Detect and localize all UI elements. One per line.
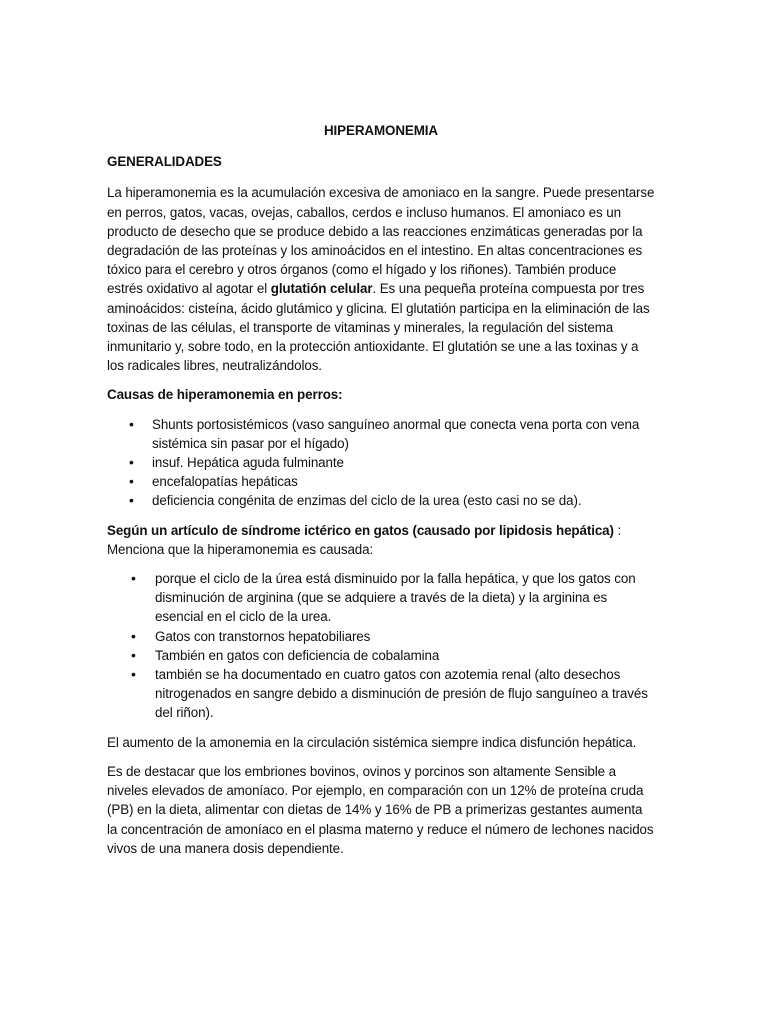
document-body (107, 121, 655, 868)
cats-intro-paragraph (107, 521, 655, 559)
document-title: HIPERAMONEMIA (323, 123, 438, 138)
list-item: • también se ha documentado en cuatro gatos con azotemia renal (alto desechos nitrogenados en sangre debido a disminución de presión de flujo sanguíneo a través del riñon). (107, 665, 655, 723)
cats-causes-list (107, 569, 655, 723)
cats-intro-text: : Menciona que la hiperamonemia es causada: (107, 522, 622, 557)
list-item: • También en gatos con deficiencia de cobalamina (107, 646, 655, 665)
section-heading-generalidades: GENERALIDADES (107, 154, 222, 170)
list-item: • Shunts portosistémicos (vaso sanguíneo anormal que conecta vena porta con vena sistémica sin pasar por el hígado) (107, 415, 655, 453)
intro-paragraph (107, 183, 655, 375)
list-item: • Gatos con transtornos hepatobiliares (107, 627, 655, 646)
dogs-causes-heading: Causas de hiperamonemia en perros: (107, 387, 343, 403)
list-item: • porque el ciclo de la úrea está disminuido por la falla hepática, y que los gatos con disminución de arginina (que se adquiere a través de la dieta) y la arginina es esencial en el ciclo de la urea. (107, 569, 655, 627)
list-item: • deficiencia congénita de enzimas del ciclo de la urea (esto casi no se da). (107, 491, 655, 510)
cats-intro-bold: Según un artículo de síndrome ictérico en gatos (causado por lipidosis hepática) (107, 522, 614, 538)
dogs-causes-list (107, 415, 655, 511)
intro-bold-term: glutatión celular (270, 281, 373, 297)
systemic-paragraph: El aumento de la amonemia en la circulación sistémica siempre indica disfunción hepática. (107, 734, 637, 750)
intro-text-part-2: . Es una pequeña proteína compuesta por tres aminoácidos: cisteína, ácido glutámico y glicina. El glutatión participa en la eliminación de las toxinas de las células, el transporte de vitaminas y minerales, la regulación del sistema inmunitario y, sobre todo, en la protección antioxidante. El glutatión se une a las toxinas y a los radicales libres, neutralizándolos. (107, 281, 650, 374)
list-item: • encefalopatías hepáticas (107, 472, 655, 491)
embryos-paragraph: Es de destacar que los embriones bovinos, ovinos y porcinos son altamente Sensible a niveles elevados de amoníaco. Por ejemplo, en comparación con un 12% de proteína cruda (PB) en la dieta, alimentar con dietas de 14% y 16% de PB a primerizas gestantes aumenta la concentración de amoníaco en el plasma materno y reduce el número de lechones nacidos vivos de una manera dosis dependiente. (107, 763, 654, 856)
intro-text-part-1: La hiperamonemia es la acumulación excesiva de amoniaco en la sangre. Puede presentarse en perros, gatos, vacas, ovejas, caballos, cerdos e incluso humanos. El amoniaco es un producto de desecho que se produce debido a las reacciones enzimáticas generadas por la degradación de las proteínas y los aminoácidos en el intestino. En altas concentraciones es tóxico para el cerebro y otros órganos (como el hígado y los riñones). También produce estrés oxidativo al agotar el (107, 185, 655, 297)
list-item: • insuf. Hepática aguda fulminante (107, 453, 655, 472)
